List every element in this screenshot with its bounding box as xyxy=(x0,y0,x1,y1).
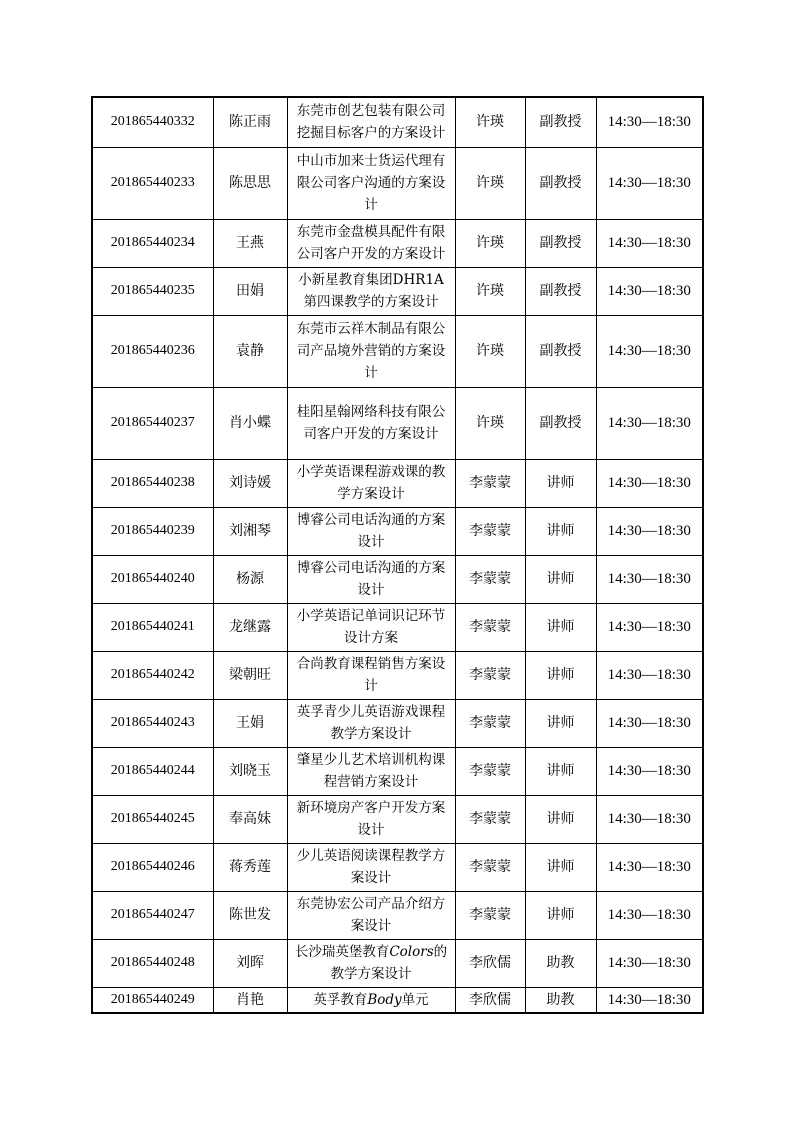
table-row xyxy=(92,699,703,747)
thesis-topic-cell xyxy=(287,699,455,747)
student-name-cell: 龙继露 xyxy=(213,603,287,651)
thesis-topic-cell xyxy=(287,891,455,939)
defense-time-cell: 14:30—18:30 xyxy=(596,891,703,939)
supervisor-cell: 李蒙蒙 xyxy=(455,459,525,507)
table-row xyxy=(92,315,703,387)
topic-text-segment: 东莞市创艺包装有限公司挖掘目标客户的方案设计 xyxy=(296,103,446,142)
supervisor-cell: 许瑛 xyxy=(455,219,525,267)
supervisor-title-cell: 讲师 xyxy=(525,891,596,939)
supervisor-cell: 李蒙蒙 xyxy=(455,507,525,555)
supervisor-title-cell: 副教授 xyxy=(525,267,596,315)
student-id-cell: 201865440238 xyxy=(92,459,213,507)
student-name-cell: 梁朝旺 xyxy=(213,651,287,699)
supervisor-cell: 李蒙蒙 xyxy=(455,747,525,795)
student-name-cell: 刘晖 xyxy=(213,939,287,987)
thesis-topic-cell xyxy=(287,987,455,1013)
student-name-cell: 杨源 xyxy=(213,555,287,603)
topic-text-segment: 小新星教育集团DHR1A第四课教学的方案设计 xyxy=(298,272,444,310)
defense-time-cell: 14:30—18:30 xyxy=(596,795,703,843)
topic-italic-segment: Body xyxy=(367,991,402,1008)
student-id-cell: 201865440235 xyxy=(92,267,213,315)
topic-text-segment: 博睿公司电话沟通的方案设计 xyxy=(296,512,446,550)
supervisor-cell: 李蒙蒙 xyxy=(455,699,525,747)
student-name-cell: 陈正雨 xyxy=(213,97,287,147)
student-name-cell: 刘湘琴 xyxy=(213,507,287,555)
supervisor-title-cell: 助教 xyxy=(525,939,596,987)
student-name-cell: 刘诗媛 xyxy=(213,459,287,507)
table-row xyxy=(92,459,703,507)
topic-text-segment: 长沙瑞英堡教育 xyxy=(294,944,390,960)
defense-time-cell: 14:30—18:30 xyxy=(596,219,703,267)
topic-text-segment: 博睿公司电话沟通的方案设计 xyxy=(296,560,446,598)
student-name-cell: 肖小蝶 xyxy=(213,387,287,459)
thesis-topic-cell xyxy=(287,747,455,795)
defense-time-cell: 14:30—18:30 xyxy=(596,699,703,747)
defense-time-cell: 14:30—18:30 xyxy=(596,459,703,507)
supervisor-title-cell: 副教授 xyxy=(525,387,596,459)
table-row xyxy=(92,555,703,603)
thesis-topic-cell xyxy=(287,267,455,315)
topic-text-segment: 东莞市云祥木制品有限公司产品境外营销的方案设计 xyxy=(296,321,446,381)
table-row xyxy=(92,147,703,219)
topic-text-segment: 新环境房产客户开发方案设计 xyxy=(296,800,446,838)
thesis-topic-cell xyxy=(287,555,455,603)
thesis-topic-cell xyxy=(287,507,455,555)
supervisor-title-cell: 讲师 xyxy=(525,651,596,699)
supervisor-cell: 李蒙蒙 xyxy=(455,795,525,843)
student-id-cell: 201865440244 xyxy=(92,747,213,795)
student-name-cell: 王燕 xyxy=(213,219,287,267)
student-id-cell: 201865440241 xyxy=(92,603,213,651)
thesis-topic-cell xyxy=(287,97,455,147)
table-row xyxy=(92,843,703,891)
topic-text-segment: 少儿英语阅读课程教学方案设计 xyxy=(296,848,446,886)
supervisor-cell: 李蒙蒙 xyxy=(455,555,525,603)
student-id-cell: 201865440234 xyxy=(92,219,213,267)
student-name-cell: 陈世发 xyxy=(213,891,287,939)
supervisor-cell: 李欣儒 xyxy=(455,987,525,1013)
table-row xyxy=(92,939,703,987)
thesis-topic-cell xyxy=(287,459,455,507)
defense-time-cell: 14:30—18:30 xyxy=(596,555,703,603)
supervisor-cell: 许瑛 xyxy=(455,97,525,147)
supervisor-cell: 李蒙蒙 xyxy=(455,843,525,891)
defense-time-cell: 14:30—18:30 xyxy=(596,651,703,699)
topic-text-segment: 英孚教育 xyxy=(313,991,368,1008)
thesis-topic-cell xyxy=(287,651,455,699)
thesis-topic-cell xyxy=(287,843,455,891)
table-row xyxy=(92,603,703,651)
supervisor-cell: 李蒙蒙 xyxy=(455,891,525,939)
table-body xyxy=(92,97,703,1013)
defense-schedule-table xyxy=(91,96,704,1014)
topic-text-segment: 小学英语记单词识记环节设计方案 xyxy=(296,608,446,646)
defense-time-cell: 14:30—18:30 xyxy=(596,843,703,891)
student-name-cell: 奉高妹 xyxy=(213,795,287,843)
student-id-cell: 201865440239 xyxy=(92,507,213,555)
table-row xyxy=(92,987,703,1013)
student-name-cell: 肖艳 xyxy=(213,987,287,1013)
topic-text-segment: 东莞市金盘模具配件有限公司客户开发的方案设计 xyxy=(296,224,446,262)
student-id-cell: 201865440240 xyxy=(92,555,213,603)
topic-text-segment: 小学英语课程游戏课的教学方案设计 xyxy=(296,464,446,502)
student-id-cell: 201865440243 xyxy=(92,699,213,747)
defense-time-cell: 14:30—18:30 xyxy=(596,267,703,315)
table-row xyxy=(92,795,703,843)
table-row xyxy=(92,891,703,939)
student-id-cell: 201865440249 xyxy=(92,987,213,1013)
supervisor-title-cell: 讲师 xyxy=(525,747,596,795)
student-name-cell: 田娟 xyxy=(213,267,287,315)
student-name-cell: 袁静 xyxy=(213,315,287,387)
student-id-cell: 201865440237 xyxy=(92,387,213,459)
supervisor-title-cell: 副教授 xyxy=(525,97,596,147)
thesis-topic-cell xyxy=(287,315,455,387)
defense-time-cell: 14:30—18:30 xyxy=(596,987,703,1013)
supervisor-title-cell: 副教授 xyxy=(525,315,596,387)
student-id-cell: 201865440236 xyxy=(92,315,213,387)
defense-time-cell: 14:30—18:30 xyxy=(596,747,703,795)
supervisor-title-cell: 讲师 xyxy=(525,795,596,843)
defense-time-cell: 14:30—18:30 xyxy=(596,387,703,459)
supervisor-title-cell: 讲师 xyxy=(525,843,596,891)
defense-time-cell: 14:30—18:30 xyxy=(596,97,703,147)
student-name-cell: 王娟 xyxy=(213,699,287,747)
table-row xyxy=(92,507,703,555)
defense-time-cell: 14:30—18:30 xyxy=(596,603,703,651)
topic-text-segment: 桂阳星翰网络科技有限公司客户开发的方案设计 xyxy=(296,404,446,442)
student-id-cell: 201865440233 xyxy=(92,147,213,219)
defense-time-cell: 14:30—18:30 xyxy=(596,507,703,555)
student-id-cell: 201865440332 xyxy=(92,97,213,147)
topic-text-segment: 中山市加来士货运代理有限公司客户沟通的方案设计 xyxy=(296,153,446,213)
thesis-topic-cell xyxy=(287,795,455,843)
supervisor-cell: 许瑛 xyxy=(455,267,525,315)
supervisor-cell: 李蒙蒙 xyxy=(455,651,525,699)
supervisor-title-cell: 讲师 xyxy=(525,603,596,651)
supervisor-title-cell: 讲师 xyxy=(525,507,596,555)
topic-text-segment: 肇星少儿艺术培训机构课程营销方案设计 xyxy=(296,752,446,790)
thesis-topic-cell xyxy=(287,147,455,219)
topic-text-segment: 东莞协宏公司产品介绍方案设计 xyxy=(296,896,446,934)
topic-text-segment: 合尚教育课程销售方案设计 xyxy=(296,656,446,694)
supervisor-cell: 许瑛 xyxy=(455,147,525,219)
supervisor-title-cell: 讲师 xyxy=(525,555,596,603)
supervisor-title-cell: 助教 xyxy=(525,987,596,1013)
table-row xyxy=(92,651,703,699)
topic-text-segment: 的教学方案设计 xyxy=(330,944,448,982)
student-name-cell: 陈思思 xyxy=(213,147,287,219)
table-row xyxy=(92,267,703,315)
thesis-topic-cell xyxy=(287,939,455,987)
table-row xyxy=(92,97,703,147)
student-id-cell: 201865440242 xyxy=(92,651,213,699)
thesis-topic-cell xyxy=(287,387,455,459)
supervisor-title-cell: 副教授 xyxy=(525,219,596,267)
thesis-topic-cell xyxy=(287,219,455,267)
table-row xyxy=(92,219,703,267)
topic-italic-segment: Colors xyxy=(389,944,434,960)
student-name-cell: 蒋秀莲 xyxy=(213,843,287,891)
student-id-cell: 201865440246 xyxy=(92,843,213,891)
student-id-cell: 201865440248 xyxy=(92,939,213,987)
student-id-cell: 201865440247 xyxy=(92,891,213,939)
thesis-topic-cell xyxy=(287,603,455,651)
supervisor-title-cell: 副教授 xyxy=(525,147,596,219)
topic-text-segment: 英孚青少儿英语游戏课程教学方案设计 xyxy=(296,704,446,742)
supervisor-cell: 李欣儒 xyxy=(455,939,525,987)
table-row xyxy=(92,747,703,795)
supervisor-cell: 许瑛 xyxy=(455,315,525,387)
defense-time-cell: 14:30—18:30 xyxy=(596,315,703,387)
defense-time-cell: 14:30—18:30 xyxy=(596,939,703,987)
student-name-cell: 刘晓玉 xyxy=(213,747,287,795)
supervisor-title-cell: 讲师 xyxy=(525,699,596,747)
topic-text-segment: 单元 xyxy=(401,991,429,1008)
defense-time-cell: 14:30—18:30 xyxy=(596,147,703,219)
supervisor-cell: 李蒙蒙 xyxy=(455,603,525,651)
supervisor-title-cell: 讲师 xyxy=(525,459,596,507)
supervisor-cell: 许瑛 xyxy=(455,387,525,459)
student-id-cell: 201865440245 xyxy=(92,795,213,843)
table-row xyxy=(92,387,703,459)
